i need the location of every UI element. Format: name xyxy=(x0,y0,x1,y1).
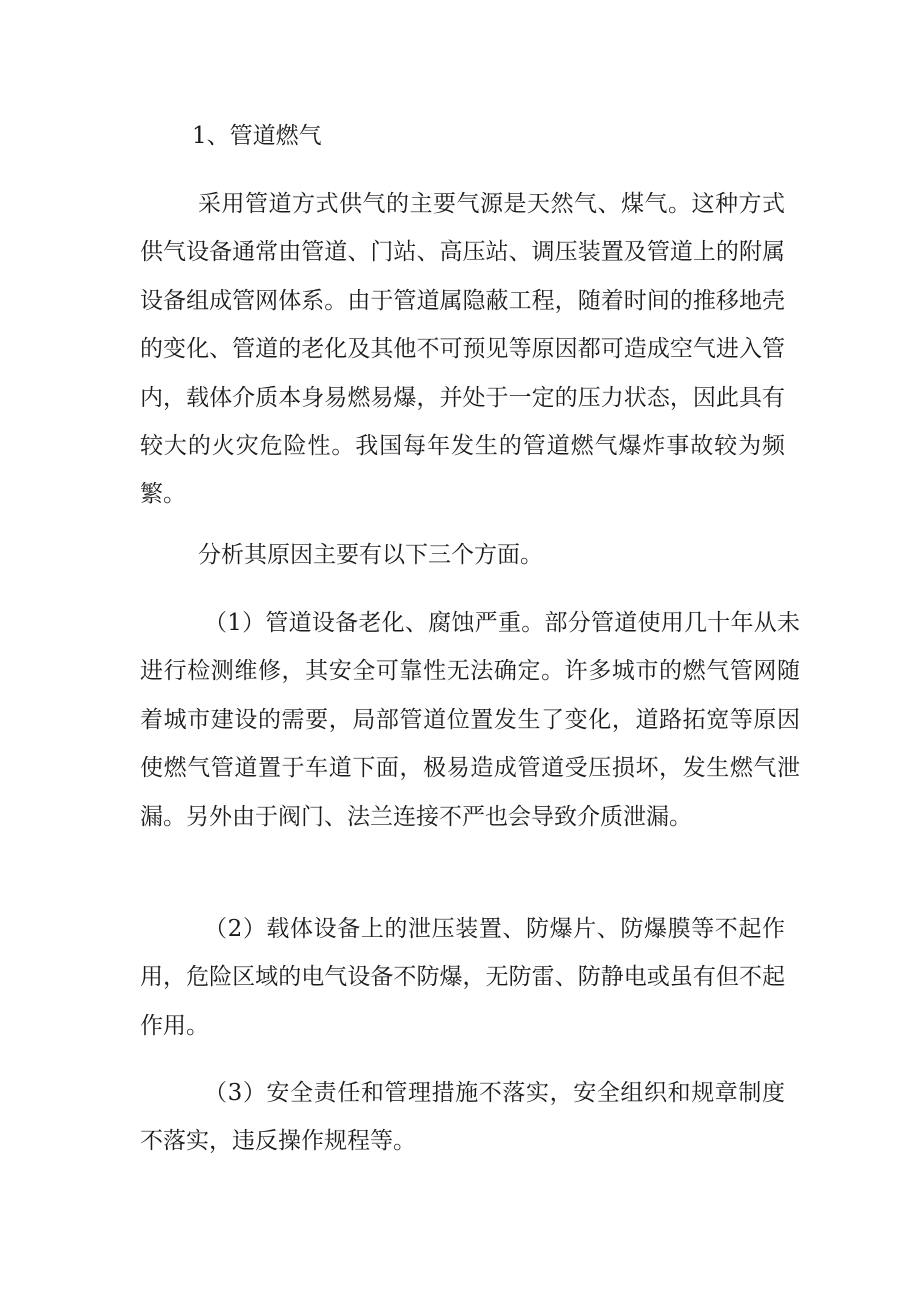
paragraph-cause-2: （2）载体设备上的泄压装置、防爆片、防爆膜等不起作用，危险区域的电气设备不防爆，无防雷、防静电或虽有但不起作用。 xyxy=(140,916,785,1039)
section-heading: 1、管道燃气 xyxy=(192,123,322,149)
paragraph-intro: 采用管道方式供气的主要气源是天然气、煤气。这种方式供气设备通常由管道、门站、高压站、调压装置及管道上的附属设备组成管网体系。由于管道属隐蔽工程，随着时间的推移地壳的变化、管道的老化及其他不可预见等原因都可造成空气进入管内，载体介质本身易燃易爆，并处于一定的压力状态，因此具有较大的火灾危险性。我国每年发生的管道燃气爆炸事故较为频繁。 xyxy=(140,191,785,508)
paragraph-cause-1: （1）管道设备老化、腐蚀严重。部分管道使用几十年从未进行检测维修，其安全可靠性无法确定。许多城市的燃气管网随着城市建设的需要，局部管道位置发生了变化，道路拓宽等原因使燃气管道置于车道下面，极易造成管道受压损坏，发生燃气泄漏。另外由于阀门、法兰连接不严也会导致介质泄漏。 xyxy=(140,610,800,830)
paragraph-cause-3: （3）安全责任和管理措施不落实，安全组织和规章制度不落实，违反操作规程等。 xyxy=(140,1080,785,1155)
paragraph-analysis-lead: 分析其原因主要有以下三个方面。 xyxy=(198,542,543,568)
